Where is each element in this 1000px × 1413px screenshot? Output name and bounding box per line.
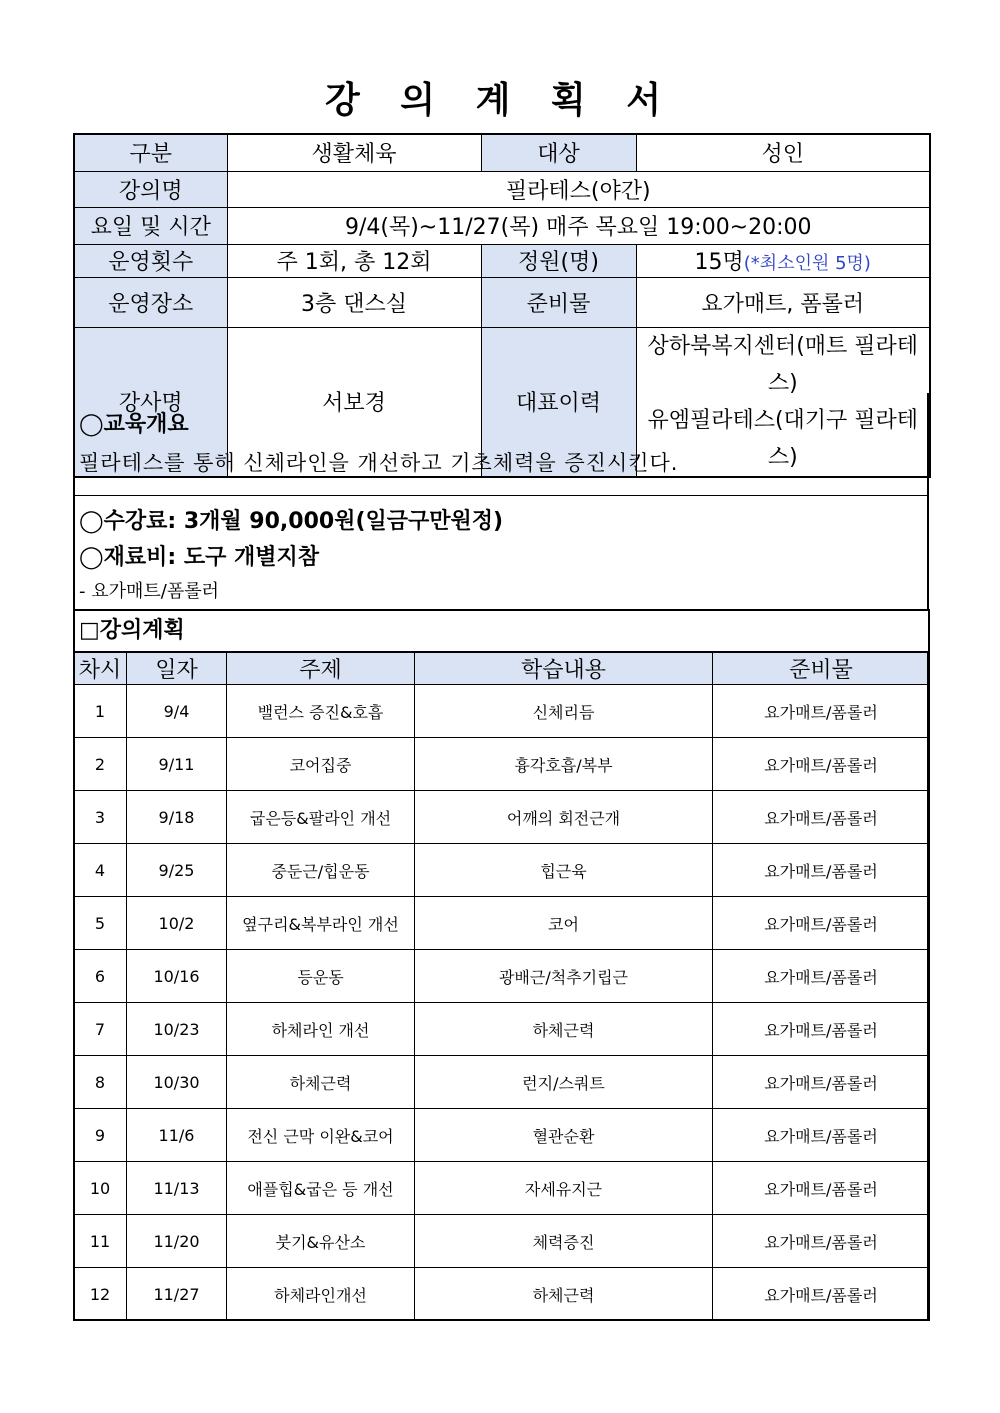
session-content: 힙근육 xyxy=(415,844,713,897)
session-content: 런지/스쿼트 xyxy=(415,1056,713,1109)
plan-row xyxy=(74,844,930,897)
supplies-value: 요가매트, 폼롤러 xyxy=(636,277,930,327)
session-topic: 하체라인개선 xyxy=(227,1268,415,1321)
overview-section xyxy=(73,393,929,496)
header-topic: 주제 xyxy=(227,653,415,685)
session-topic: 등운동 xyxy=(227,950,415,1003)
plan-row xyxy=(74,1215,930,1268)
course-label: 강의명 xyxy=(74,171,227,207)
overview-heading: ◯교육개요 xyxy=(79,412,189,437)
session-date: 11/20 xyxy=(127,1215,227,1268)
session-supplies: 요가매트/폼롤러 xyxy=(713,844,930,897)
session-topic: 밸런스 증진&호흡 xyxy=(227,685,415,738)
session-supplies: 요가매트/폼롤러 xyxy=(713,1268,930,1321)
target-label: 대상 xyxy=(481,134,636,171)
plan-border-left xyxy=(73,652,75,1321)
session-content: 신체리듬 xyxy=(415,685,713,738)
sessions-label: 운영횟수 xyxy=(74,244,227,277)
schedule-value: 9/4(목)~11/27(목) 매주 목요일 19:00~20:00 xyxy=(227,207,930,244)
session-supplies: 요가매트/폼롤러 xyxy=(713,1215,930,1268)
session-supplies: 요가매트/폼롤러 xyxy=(713,685,930,738)
plan-row xyxy=(74,1056,930,1109)
target-value: 성인 xyxy=(636,134,930,171)
session-supplies: 요가매트/폼롤러 xyxy=(713,738,930,791)
session-number: 4 xyxy=(74,844,127,897)
session-topic: 전신 근막 이완&코어 xyxy=(227,1109,415,1162)
session-date: 10/2 xyxy=(127,897,227,950)
plan-row xyxy=(74,1268,930,1321)
capacity-label: 정원(명) xyxy=(481,244,636,277)
history-line-2: 유엠필라테스(대기구 필라테스) xyxy=(647,407,919,470)
session-date: 11/27 xyxy=(127,1268,227,1321)
session-date: 9/11 xyxy=(127,738,227,791)
instructor-label: 강사명 xyxy=(74,327,227,477)
session-number: 6 xyxy=(74,950,127,1003)
instructor-value: 서보경 xyxy=(227,327,481,477)
header-session: 차시 xyxy=(74,653,127,685)
session-topic: 붓기&유산소 xyxy=(227,1215,415,1268)
materials-text: ◯재료비: 도구 개별지참 xyxy=(79,545,320,570)
plan-row xyxy=(74,950,930,1003)
session-topic: 중둔근/힙운동 xyxy=(227,844,415,897)
session-date: 11/6 xyxy=(127,1109,227,1162)
header-date: 일자 xyxy=(127,653,227,685)
session-number: 9 xyxy=(74,1109,127,1162)
session-supplies: 요가매트/폼롤러 xyxy=(713,1056,930,1109)
session-number: 2 xyxy=(74,738,127,791)
session-supplies: 요가매트/폼롤러 xyxy=(713,1162,930,1215)
session-topic: 코어집중 xyxy=(227,738,415,791)
session-topic: 애플힙&굽은 등 개선 xyxy=(227,1162,415,1215)
plan-row xyxy=(74,1162,930,1215)
session-content: 코어 xyxy=(415,897,713,950)
plan-border-bottom xyxy=(73,1319,929,1321)
session-number: 11 xyxy=(74,1215,127,1268)
session-content: 체력증진 xyxy=(415,1215,713,1268)
session-topic: 하체근력 xyxy=(227,1056,415,1109)
session-content: 하체근력 xyxy=(415,1003,713,1056)
session-number: 7 xyxy=(74,1003,127,1056)
session-number: 5 xyxy=(74,897,127,950)
session-date: 10/23 xyxy=(127,1003,227,1056)
session-topic: 굽은등&팔라인 개선 xyxy=(227,791,415,844)
session-supplies: 요가매트/폼롤러 xyxy=(713,1109,930,1162)
session-content: 하체근력 xyxy=(415,1268,713,1321)
plan-row xyxy=(74,1109,930,1162)
plan-body xyxy=(74,653,930,1321)
session-topic: 하체라인 개선 xyxy=(227,1003,415,1056)
session-number: 8 xyxy=(74,1056,127,1109)
page-title: 강 의 계 획 서 xyxy=(324,80,675,121)
venue-label: 운영장소 xyxy=(74,277,227,327)
plan-header-row xyxy=(74,653,930,685)
session-date: 9/18 xyxy=(127,791,227,844)
lecture-plan-table xyxy=(73,652,930,1321)
plan-heading: □강의계획 xyxy=(73,609,930,653)
supplies-label: 준비물 xyxy=(481,277,636,327)
sessions-value: 주 1회, 총 12회 xyxy=(227,244,481,277)
plan-row xyxy=(74,685,930,738)
header-content: 학습내용 xyxy=(415,653,713,685)
history-line-1: 상하북복지센터(매트 필라테스) xyxy=(647,333,919,396)
plan-row xyxy=(74,1003,930,1056)
session-date: 10/16 xyxy=(127,950,227,1003)
session-supplies: 요가매트/폼롤러 xyxy=(713,950,930,1003)
session-supplies: 요가매트/폼롤러 xyxy=(713,1003,930,1056)
capacity-note: (*최소인원 5명) xyxy=(743,253,871,274)
session-number: 1 xyxy=(74,685,127,738)
session-number: 3 xyxy=(74,791,127,844)
schedule-label: 요일 및 시간 xyxy=(74,207,227,244)
overview-text: 필라테스를 통해 신체라인을 개선하고 기초체력을 증진시킨다. xyxy=(79,451,679,475)
session-content: 흉각호흡/복부 xyxy=(415,738,713,791)
history-label: 대표이력 xyxy=(481,327,636,477)
course-value: 필라테스(야간) xyxy=(227,171,930,207)
session-content: 어깨의 회전근개 xyxy=(415,791,713,844)
capacity-value: 15명 xyxy=(694,250,744,275)
header-supplies: 준비물 xyxy=(713,653,930,685)
tuition-text: ◯수강료: 3개월 90,000원(일금구만원정) xyxy=(79,509,504,534)
session-date: 10/30 xyxy=(127,1056,227,1109)
materials-note: - 요가매트/폼롤러 xyxy=(79,581,219,602)
session-date: 9/4 xyxy=(127,685,227,738)
plan-border-right xyxy=(927,652,929,1321)
session-supplies: 요가매트/폼롤러 xyxy=(713,897,930,950)
category-value: 생활체육 xyxy=(227,134,481,171)
venue-value: 3층 댄스실 xyxy=(227,277,481,327)
session-content: 광배근/척추기립근 xyxy=(415,950,713,1003)
session-content: 혈관순환 xyxy=(415,1109,713,1162)
session-date: 11/13 xyxy=(127,1162,227,1215)
capacity-cell xyxy=(636,244,930,277)
session-supplies: 요가매트/폼롤러 xyxy=(713,791,930,844)
category-label: 구분 xyxy=(74,134,227,171)
session-number: 12 xyxy=(74,1268,127,1321)
plan-row xyxy=(74,738,930,791)
plan-row xyxy=(74,791,930,844)
fees-section xyxy=(73,496,929,610)
session-date: 9/25 xyxy=(127,844,227,897)
session-number: 10 xyxy=(74,1162,127,1215)
session-content: 자세유지근 xyxy=(415,1162,713,1215)
session-topic: 옆구리&복부라인 개선 xyxy=(227,897,415,950)
plan-row xyxy=(74,897,930,950)
